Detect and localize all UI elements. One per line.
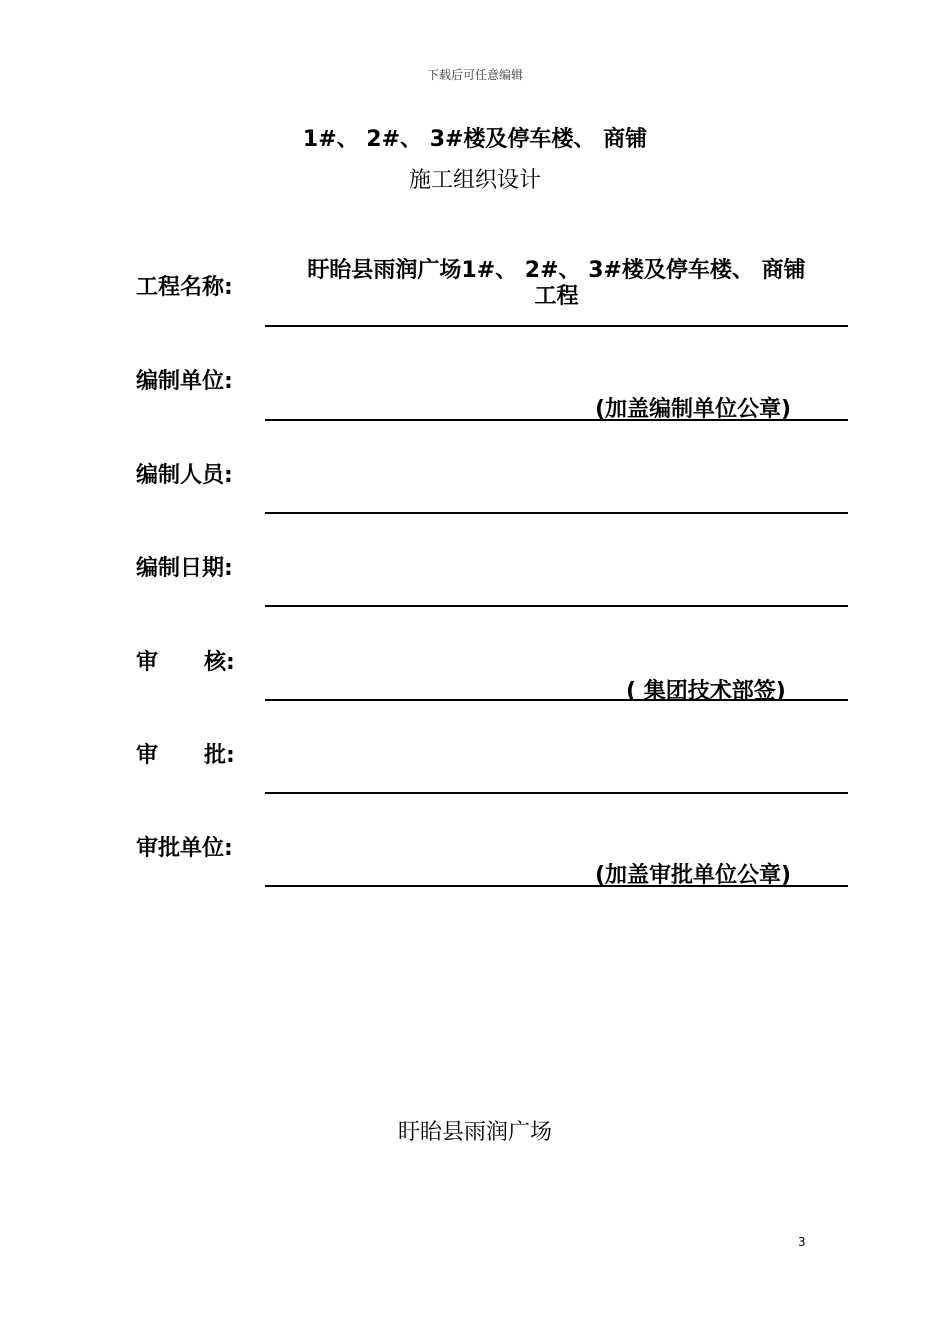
project-name-rule: [265, 325, 848, 327]
compiling-unit-label: 编制单位:: [136, 369, 233, 394]
approve-rule: [265, 792, 848, 794]
approve-label: 审 批:: [136, 743, 235, 768]
review-note: ( 集团技术部签): [626, 679, 786, 704]
compiling-unit-rule: [265, 419, 848, 421]
document-subtitle: 施工组织设计: [408, 168, 541, 193]
compiling-unit-note: (加盖编制单位公章): [595, 397, 792, 422]
header-note: 下载后可任意编辑: [426, 68, 523, 82]
compile-date-label: 编制日期:: [136, 556, 233, 581]
page-number: 3: [798, 1235, 806, 1249]
approving-unit-rule: [265, 885, 848, 887]
compiler-rule: [265, 512, 848, 514]
footer-organization: 盱眙县雨润广场: [397, 1120, 552, 1145]
compiler-label: 编制人员:: [136, 463, 233, 488]
project-name-value: [265, 258, 848, 310]
document-title: 1#、 2#、 3#楼及停车楼、 商铺: [302, 127, 648, 152]
review-rule: [265, 699, 848, 701]
approving-unit-label: 审批单位:: [136, 836, 233, 861]
approving-unit-note: (加盖审批单位公章): [595, 863, 792, 888]
project-name-label: 工程名称:: [136, 275, 233, 300]
review-label: 审 核:: [136, 650, 235, 675]
project-name-value-line2: 工程: [534, 284, 579, 309]
project-name-value-line1: 盱眙县雨润广场1#、 2#、 3#楼及停车楼、 商铺: [307, 258, 806, 283]
compile-date-rule: [265, 605, 848, 607]
